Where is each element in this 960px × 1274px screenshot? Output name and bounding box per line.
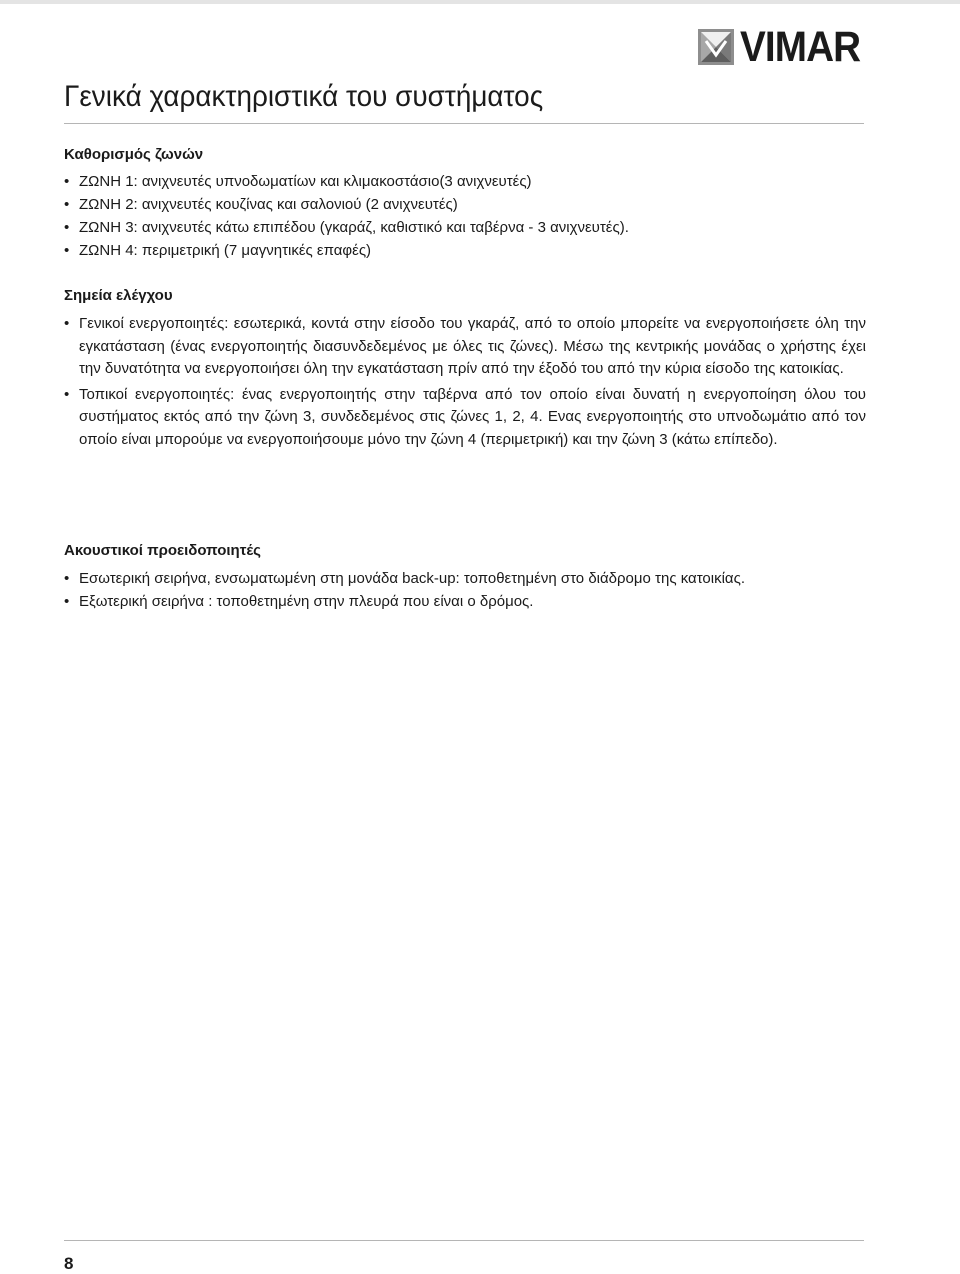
page-number: 8 [64, 1254, 74, 1273]
footer-rule [64, 1240, 864, 1241]
list-item: • Εξωτερική σειρήνα : τοποθετημένη στην πλευρά που είναι ο δρόμος. [64, 590, 866, 613]
section-heading-sirens: Ακουστικοί προειδοποιητές [64, 542, 261, 559]
brand-name: VIMAR [740, 23, 861, 71]
section-heading-control-points: Σημεία ελέγχου [64, 287, 173, 304]
list-item: • ΖΩΝΗ 1: ανιχνευτές υπνοδωματίων και κλιμακοστάσιο(3 ανιχνευτές) [64, 170, 866, 193]
list-item: • ΖΩΝΗ 3: ανιχνευτές κάτω επιπέδου (γκαράζ, καθιστικό και ταβέρνα - 3 ανιχνευτές). [64, 216, 866, 239]
top-rule [0, 0, 960, 4]
list-item: • Τοπικοί ενεργοποιητές: ένας ενεργοποιητής στην ταβέρνα από τον οποίο είναι δυνατή η ενεργοποίηση όλου του συστήματος εκτός από την ζώνη 3, συνδεδεμένος στις ζώνες 1, 2, 4. Ενας ενεργοποιητής στο υπνοδωμάτιο από τον οποίο είναι μπορούμε να ενεργοποιήσουμε μόνο την ζώνη 4 (περιμετρική) και την ζώνη 3 (κάτω επίπεδο). [64, 384, 866, 452]
section-heading-zones: Καθορισμός ζωνών [64, 146, 204, 163]
list-item: • ΖΩΝΗ 2: ανιχνευτές κουζίνας και σαλονιού (2 ανιχνευτές) [64, 193, 866, 216]
page-title: Γενικά χαρακτηριστικά του συστήματος [64, 80, 544, 113]
list-item: • Εσωτερική σειρήνα, ενσωματωμένη στη μονάδα back-up: τοποθετημένη στο διάδρομο της κατοικίας. [64, 567, 866, 590]
vimar-logo [698, 23, 874, 71]
zones-list [64, 170, 866, 262]
vimar-emblem-icon [698, 29, 734, 65]
control-points-list [64, 313, 866, 454]
list-item: • Γενικοί ενεργοποιητές: εσωτερικά, κοντά στην είσοδο του γκαράζ, από το οποίο μπορείτε να ενεργοποιήσετε όλη την εγκατάσταση (ένας ενεργοποιητής διασυνδεδεμένος με όλες τις ζώνες). Μέσω της κεντρικής μονάδας ο χρήστης έχει την δυνατότητα να ενεργοποιήσει όλη την εγκατάσταση πρίν από την έξοδό του από την κύρια είσοδο της κατοικίας. [64, 313, 866, 381]
sirens-list [64, 567, 866, 613]
list-item: • ΖΩΝΗ 4: περιμετρική (7 μαγνητικές επαφές) [64, 239, 866, 262]
header-rule [64, 123, 864, 124]
